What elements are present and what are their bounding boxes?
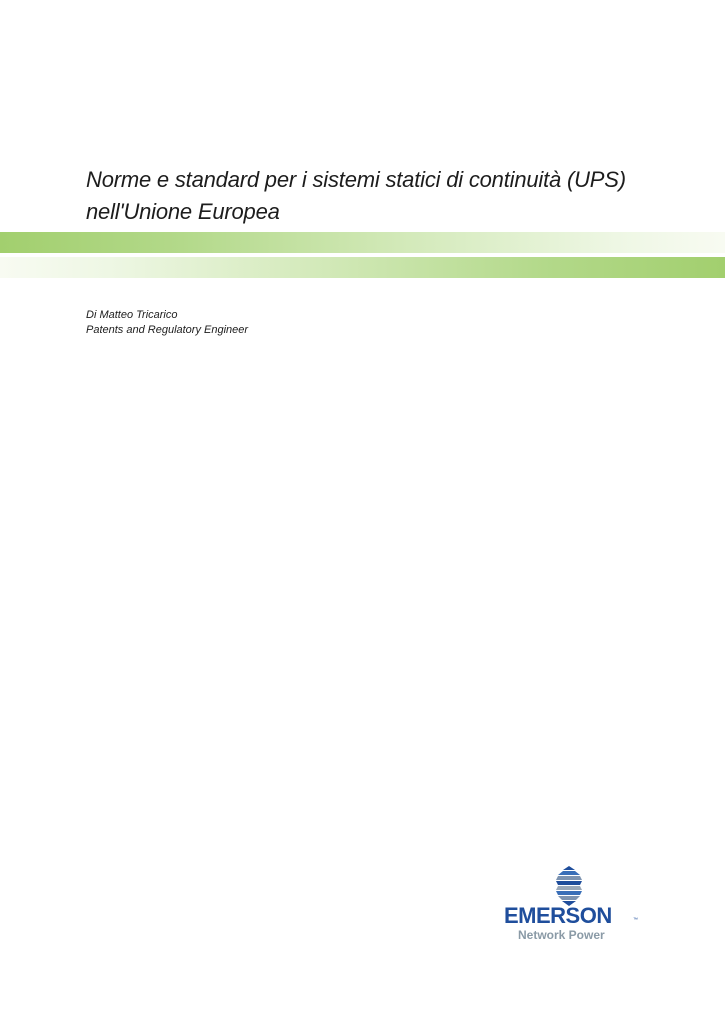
document-title xyxy=(86,164,686,228)
document-title-line-2: nell'Unione Europea xyxy=(86,199,280,224)
decorative-band-top xyxy=(0,232,725,253)
decorative-band-bottom xyxy=(0,257,725,278)
document-title-line-1: Norme e standard per i sistemi statici di continuità (UPS) xyxy=(86,167,626,192)
logo-trademark: ™ xyxy=(633,917,638,923)
logo-subtitle: Network Power xyxy=(518,928,605,942)
author-role: Patents and Regulatory Engineer xyxy=(86,324,249,336)
author-block xyxy=(86,308,248,338)
author-name: Di Matteo Tricarico xyxy=(86,309,178,321)
emerson-logo xyxy=(500,866,650,946)
emerson-twisted-ribbon-icon xyxy=(556,866,582,906)
logo-name: EMERSON xyxy=(504,903,612,928)
